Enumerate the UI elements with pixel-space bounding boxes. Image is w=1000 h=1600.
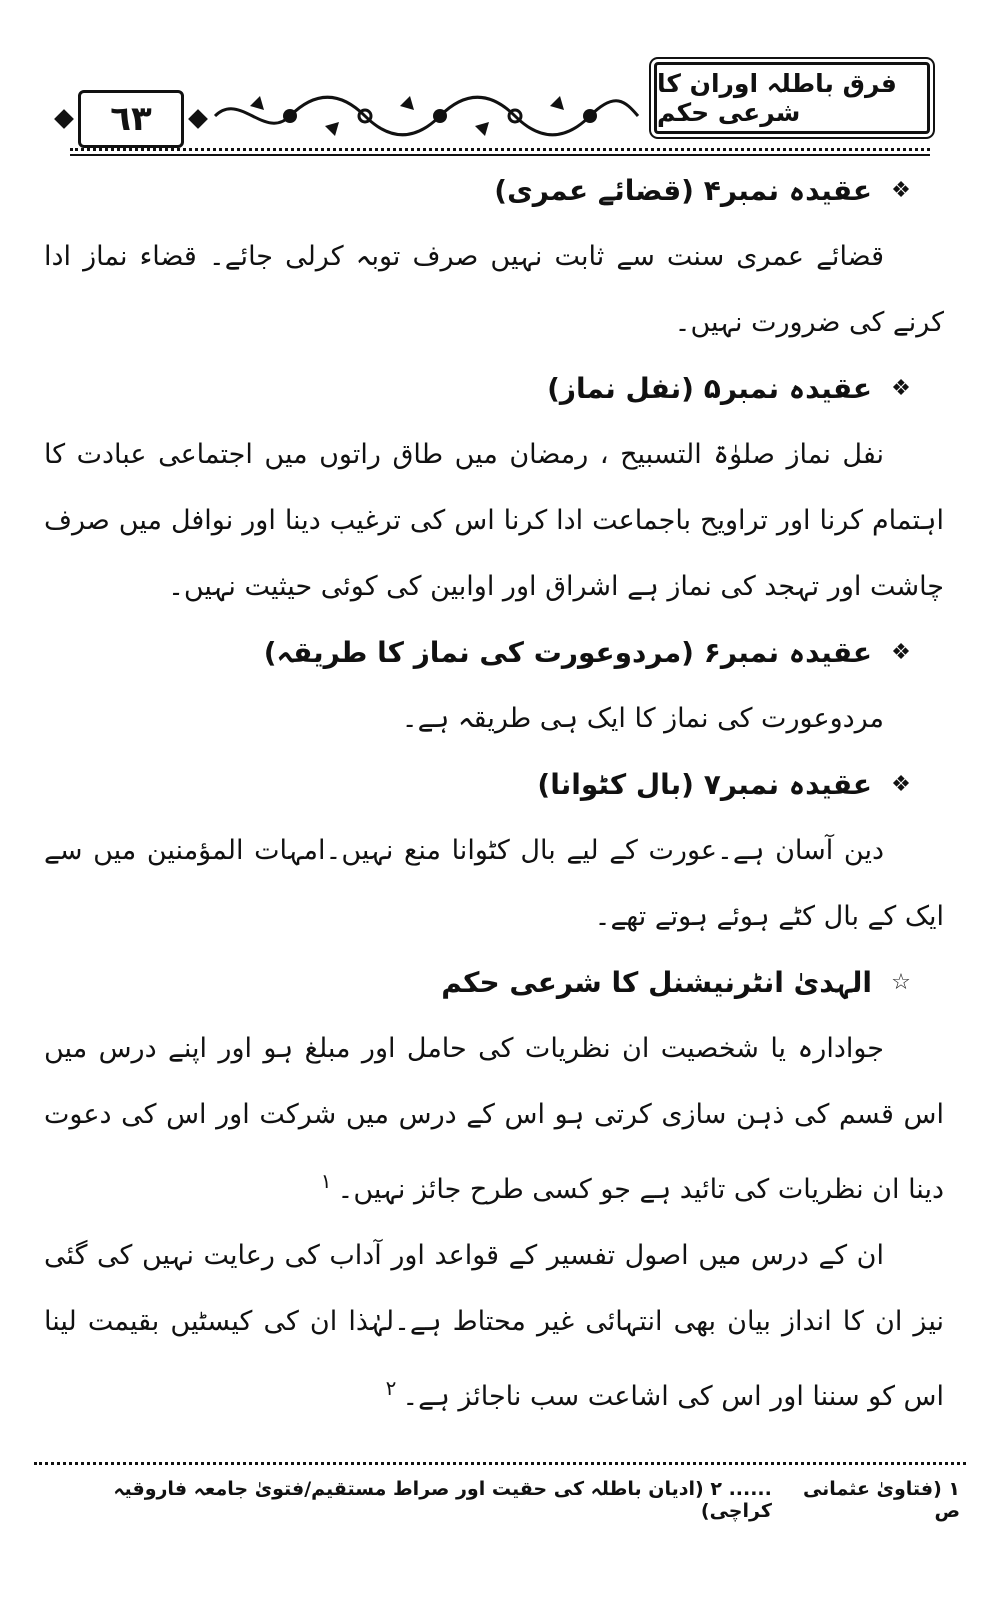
footer-dotted-rule [34, 1462, 966, 1465]
footnote-2-text: ٢ (ادیان باطلہ کی حقیت اور صراط مستقیم/فتویٰ جامعہ فاروقیہ کراچی) [113, 1478, 772, 1522]
paragraph: قضائے عمری سنت سے ثابت نہیں صرف توبہ کرلی جائے۔ قضاء نماز ادا کرنے کی ضرورت نہیں۔ [44, 241, 944, 338]
heading-text: الہدیٰ انٹرنیشنل کا شرعی حکم [441, 966, 872, 999]
paragraph-text: ان کے درس میں اصول تفسیر کے قواعد اور آداب کی رعایت نہیں کی گئی نیز ان کا انداز بیان بھی انتہائی غیر محتاط ہے۔لہٰذا ان کی کیسٹیں بقیمت لینا اس کو سننا اور اس کی اشاعت سب ناجائز ہے۔ [44, 1240, 944, 1412]
paragraph: دین آسان ہے۔عورت کے لیے بال کٹوانا منع نہیں۔امہات المؤمنین میں سے ایک کے بال کٹے ہوئے ہوتے تھے۔ [44, 835, 944, 932]
diamond-bullet-icon: ❖ [891, 640, 911, 665]
section-heading [44, 752, 944, 818]
heading-text: عقیدہ نمبر۷ (بال کٹوانا) [537, 768, 872, 801]
star-bullet-icon: ☆ [891, 970, 911, 995]
diamond-bullet-icon: ❖ [891, 376, 911, 401]
section-heading [44, 158, 944, 224]
footnote-1-text: ١ (فتاویٰ عثمانی ص [802, 1478, 960, 1522]
page-number: ٦٣ [78, 90, 184, 148]
running-title: فرق باطلہ اوران کا شرعی حکم [654, 62, 930, 134]
heading-text: عقیدہ نمبر۶ (مردوعورت کی نماز کا طریقہ) [263, 636, 872, 669]
heading-text: عقیدہ نمبر۵ (نفل نماز) [547, 372, 872, 405]
footnote-ref: ٢ [385, 1376, 397, 1400]
decorative-vine-ornament [210, 86, 640, 144]
footnote-2 [40, 1478, 772, 1522]
section-heading [44, 356, 944, 422]
paragraph [44, 1016, 944, 1223]
section-heading [44, 950, 944, 1016]
section-heading [44, 620, 944, 686]
footnote-dots: ...... [728, 1478, 772, 1500]
paragraph: مردوعورت کی نماز کا ایک ہی طریقہ ہے۔ [401, 703, 884, 734]
footnotes [40, 1478, 960, 1522]
page-body [44, 158, 944, 1430]
header-dotted-rule [70, 148, 930, 151]
paragraph-text: جوادارہ یا شخصیت ان نظریات کی حامل اور مبلغ ہو اور اپنے درس میں اس قسم کی ذہن سازی کرتی ہو اس کے درس میں شرکت اور اس کی دعوت دینا ان نظریات کی تائید ہے جو کسی طرح جائز نہیں۔ [44, 1033, 944, 1205]
paragraph: نفل نماز صلوٰۃ التسبیح ، رمضان میں طاق راتوں میں اجتماعی عبادت کا اہتمام کرنا اور تراویح باجماعت ادا کرنا اس کی ترغیب دینا اور نوافل میں صرف چاشت اور تہجد کی نماز ہے اشراق اور اوابین کی کوئی حیثیت نہیں۔ [44, 439, 944, 602]
paragraph [44, 1223, 944, 1430]
page-header [70, 62, 930, 142]
heading-text: عقیدہ نمبر۴ (قضائے عمری) [494, 174, 872, 207]
footnote-ref: ١ [320, 1169, 332, 1193]
header-solid-rule [70, 154, 930, 156]
diamond-bullet-icon: ❖ [891, 178, 911, 203]
diamond-bullet-icon: ❖ [891, 772, 911, 797]
footnote-1 [772, 1478, 960, 1522]
